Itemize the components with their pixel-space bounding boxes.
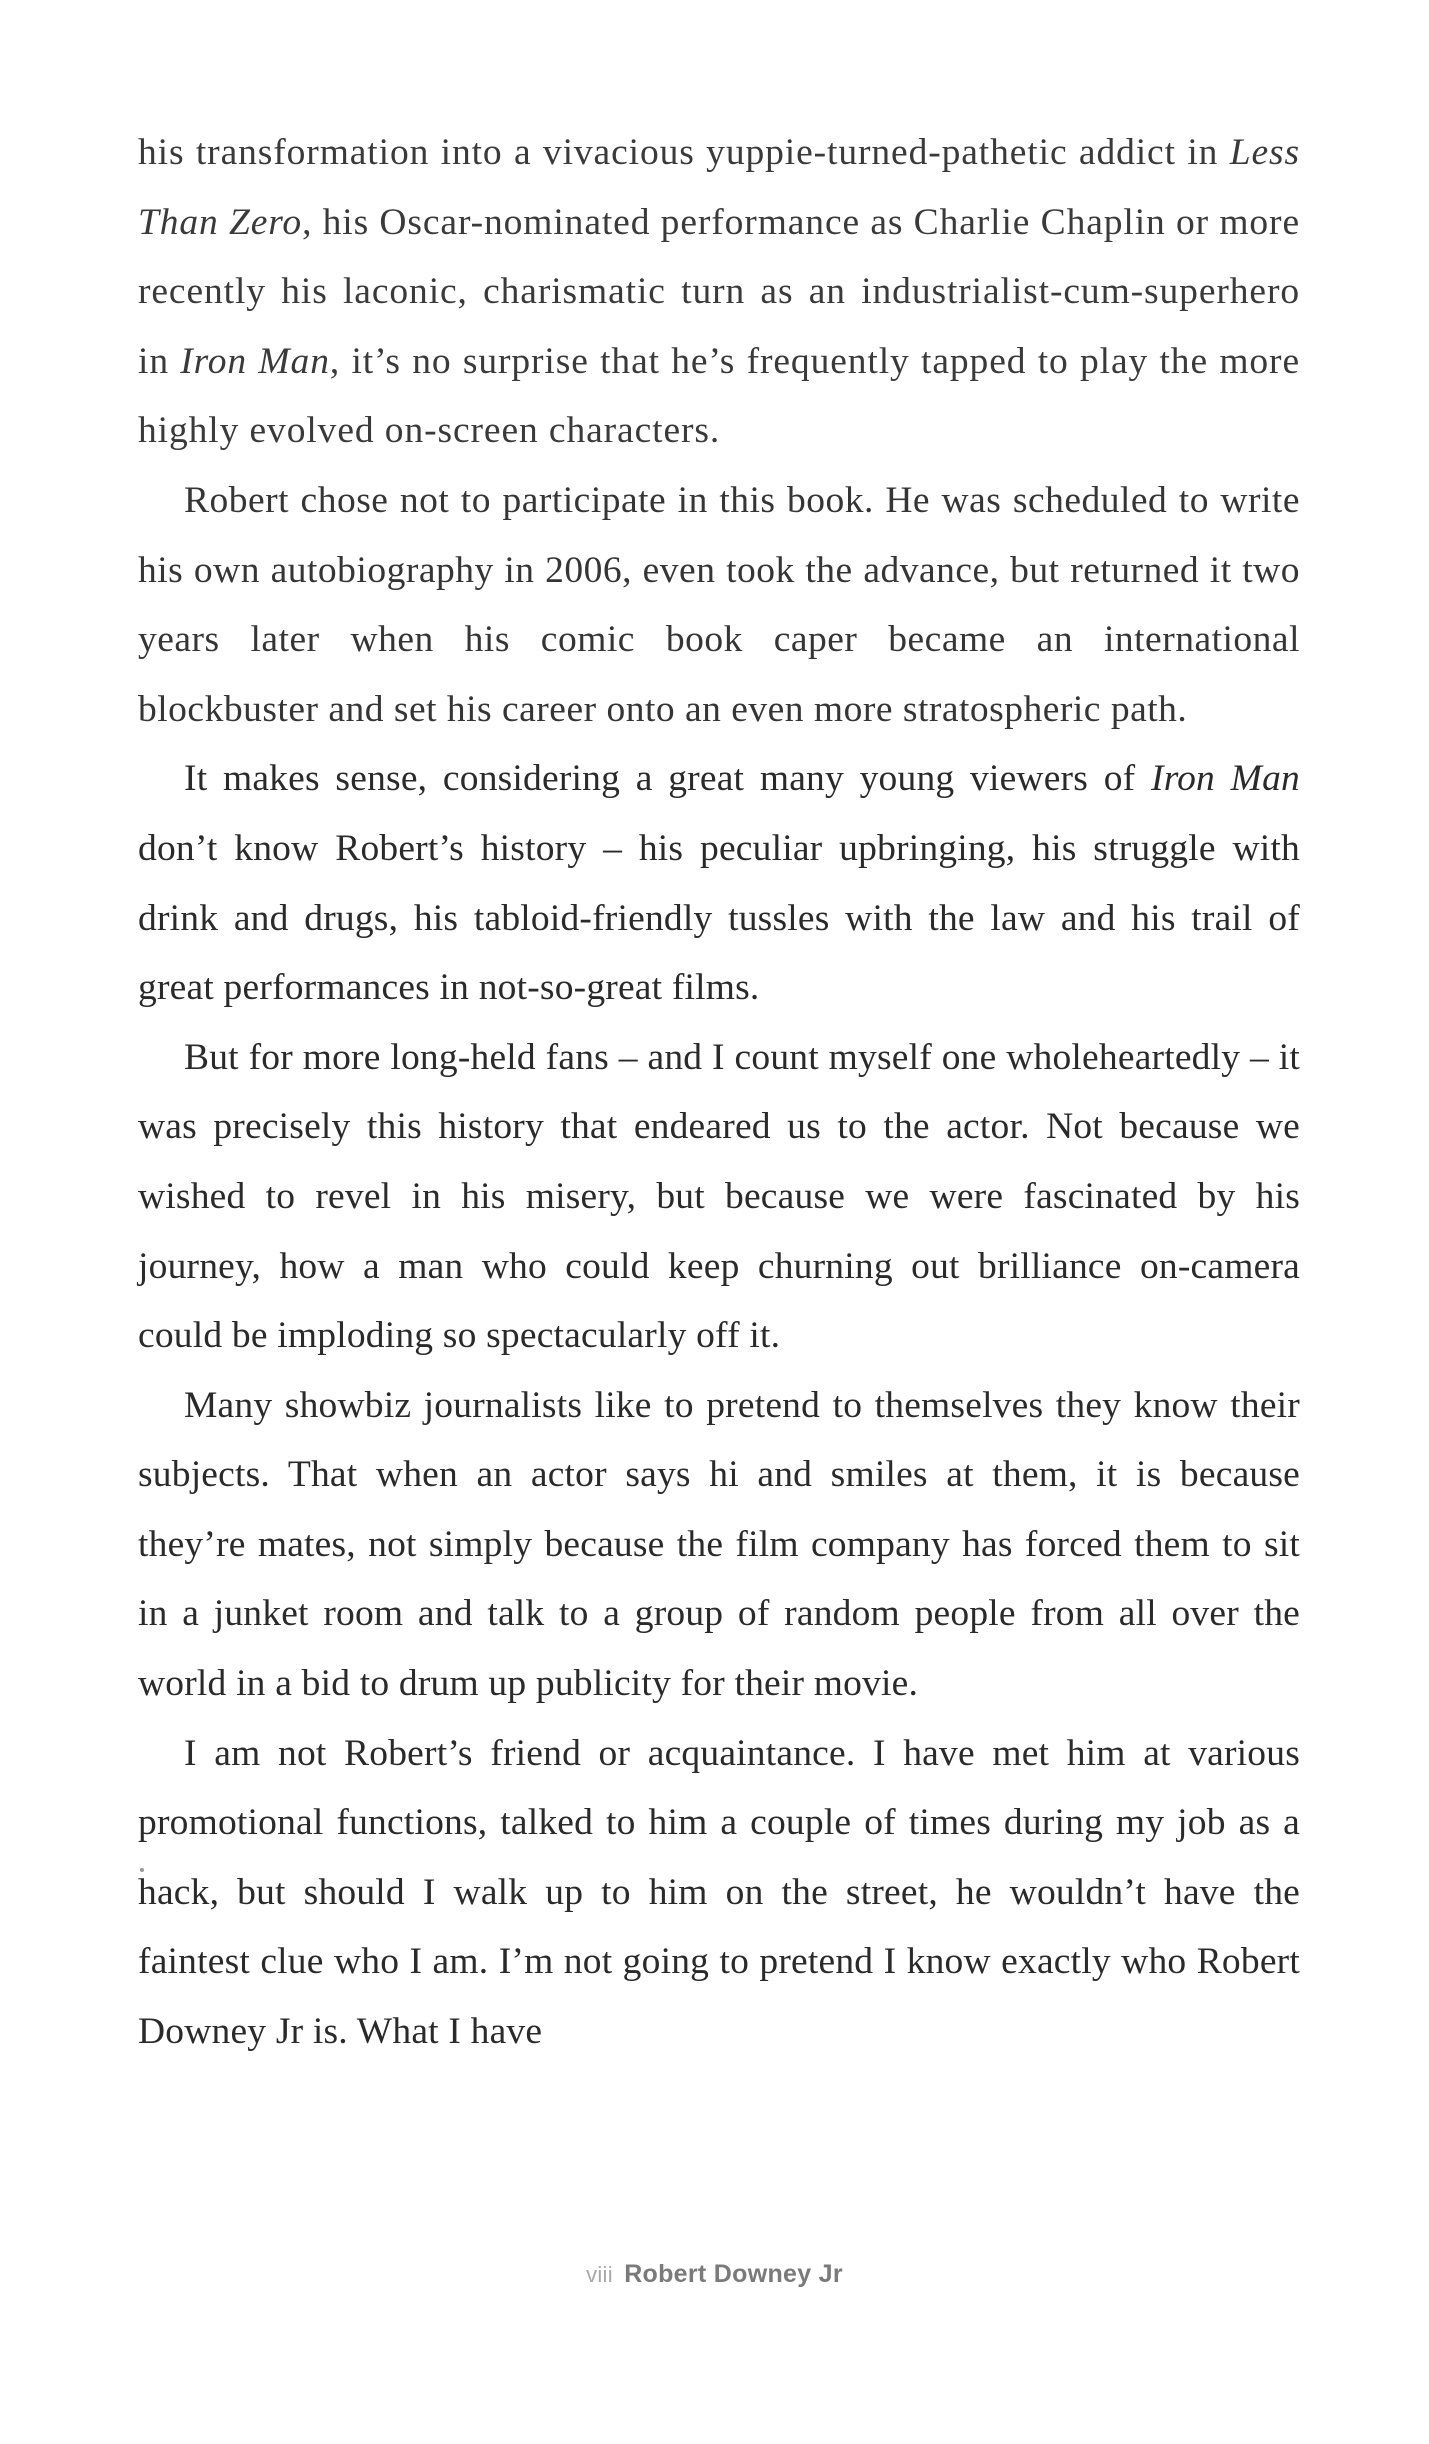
page-number: viii [586,2262,613,2287]
paragraph-3 [138,744,1300,1022]
p3-seg-1-title-iron-man: Iron Man [1151,758,1301,800]
p1-seg-2: , his Oscar-nominated performance as Charlie Chaplin or more recently his laconic, charismatic turn as an industrialist-cum-superhero in [138,201,1300,382]
paragraph-6 [138,1719,1300,2067]
stray-ink-mark [140,1868,144,1872]
paragraph-4 [138,1023,1300,1371]
paragraph-1 [138,118,1300,466]
p2-seg-0: Robert chose not to participate in this book. He was scheduled to write his own autobiography in 2006, even took the advance, but returned it two years later when his comic book caper became an international blockbuster and set his career onto an even more stratospheric path. [138,479,1300,730]
page-footer [0,2260,1429,2289]
p1-seg-0: his transformation into a vivacious yuppie-turned-pathetic addict in [138,132,1230,173]
p6-seg-0: I am not Robert’s friend or acquaintance. I have met him at various promotional functions, talked to him a couple of times during my job as a hack, but should I walk up to him on the street, he wouldn’t have the faintest clue who I am. I’m not going to pretend I know exactly who Robert Downey Jr is. What I have [138,1732,1300,2053]
paragraph-2 [138,466,1300,744]
p1-seg-1-title-less-than-zero: Less Than Zero [138,132,1300,243]
p4-seg-0: But for more long-held fans – and I count myself one wholeheartedly – it was precisely this history that endeared us to the actor. Not because we wished to revel in his misery, but because we were fascinated by his journey, how a man who could keep churning out brilliance on-camera could be imploding so spectacularly off it. [138,1036,1300,1357]
p1-seg-3-title-iron-man: Iron Man [180,340,330,382]
p3-seg-2: don’t know Robert’s history – his peculiar upbringing, his struggle with drink and drugs, his tabloid-friendly tussles with the law and his trail of great performances in not-so-great films. [138,827,1300,1009]
running-title: Robert Downey Jr [624,2260,843,2288]
p5-seg-0: Many showbiz journalists like to pretend to themselves they know their subjects. That when an actor says hi and smiles at them, it is because they’re mates, not simply because the film company has forced them to sit in a junket room and talk to a group of random people from all over the world in a bid to drum up publicity for their movie. [138,1384,1300,1705]
p1-seg-4: , it’s no surprise that he’s frequently tapped to play the more highly evolved on-screen characters. [138,340,1300,452]
paragraph-5 [138,1371,1300,1719]
body-text [138,118,1300,2067]
p3-seg-0: It makes sense, considering a great many young viewers of [184,758,1152,800]
